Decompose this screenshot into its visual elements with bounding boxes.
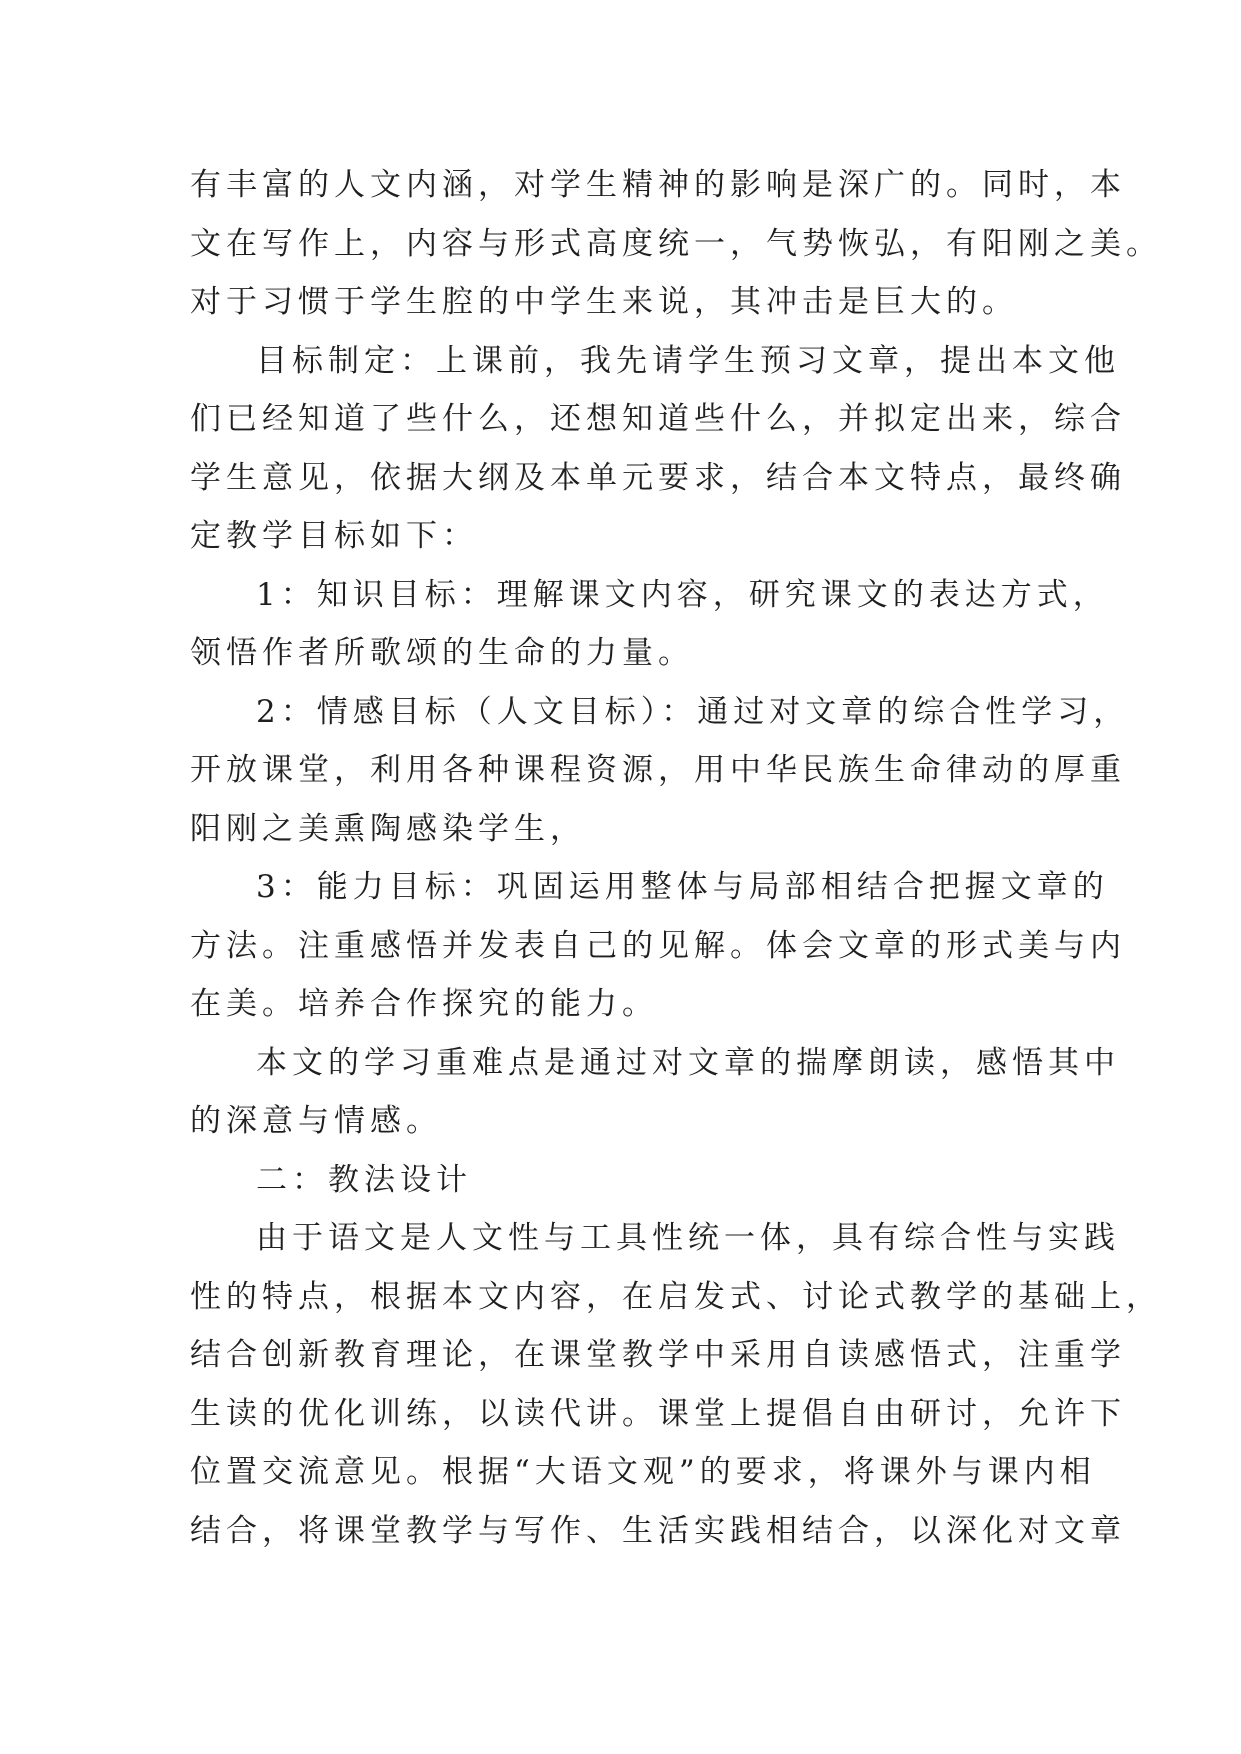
text-line: 领悟作者所歌颂的生命的力量。 [190, 635, 694, 671]
text-line: 对于习惯于学生腔的中学生来说，其冲击是巨大的。 [190, 284, 1018, 320]
text-line: 定教学目标如下： [190, 518, 478, 554]
text-line: 由于语文是人文性与工具性统一体，具有综合性与实践 [256, 1220, 1120, 1256]
text-line: 有丰富的人文内涵，对学生精神的影响是深广的。同时，本 [190, 167, 1126, 203]
text-line: 阳刚之美熏陶感染学生， [190, 810, 586, 847]
section-heading: 二：教法设计 [256, 1161, 472, 1198]
text-line: 文在写作上，内容与形式高度统一，气势恢弘，有阳刚之美。 [190, 225, 1162, 262]
text-line: 3：能力目标：巩固运用整体与局部相结合把握文章的 [256, 869, 1109, 905]
text-line: 性的特点，根据本文内容，在启发式、讨论式教学的基础上， [190, 1278, 1162, 1315]
text-line: 本文的学习重难点是通过对文章的揣摩朗读，感悟其中 [256, 1044, 1120, 1081]
text-line: 结合创新教育理论，在课堂教学中采用自读感悟式，注重学 [190, 1337, 1126, 1373]
text-line: 的深意与情感。 [190, 1103, 442, 1139]
document-body [190, 156, 1162, 1560]
text-line: 开放课堂，利用各种课程资源，用中华民族生命律动的厚重 [190, 752, 1126, 788]
text-line: 们已经知道了些什么，还想知道些什么，并拟定出来，综合 [190, 401, 1126, 437]
text-line: 方法。注重感悟并发表自己的见解。体会文章的形式美与内 [190, 927, 1126, 964]
text-line: 结合，将课堂教学与写作、生活实践相结合，以深化对文章 [190, 1512, 1126, 1549]
text-line: 生读的优化训练，以读代讲。课堂上提倡自由研讨，允许下 [190, 1395, 1126, 1432]
text-line: 1：知识目标：理解课文内容，研究课文的表达方式， [256, 576, 1109, 613]
text-line: 在美。培养合作探究的能力。 [190, 986, 658, 1022]
text-line: 位置交流意见。根据“大语文观”的要求，将课外与课内相 [190, 1454, 1096, 1490]
text-line: 2：情感目标（人文目标）：通过对文章的综合性学习， [256, 693, 1130, 730]
text-line: 目标制定：上课前，我先请学生预习文章，提出本文他 [256, 342, 1120, 379]
text-line: 学生意见，依据大纲及本单元要求，结合本文特点，最终确 [190, 459, 1126, 496]
